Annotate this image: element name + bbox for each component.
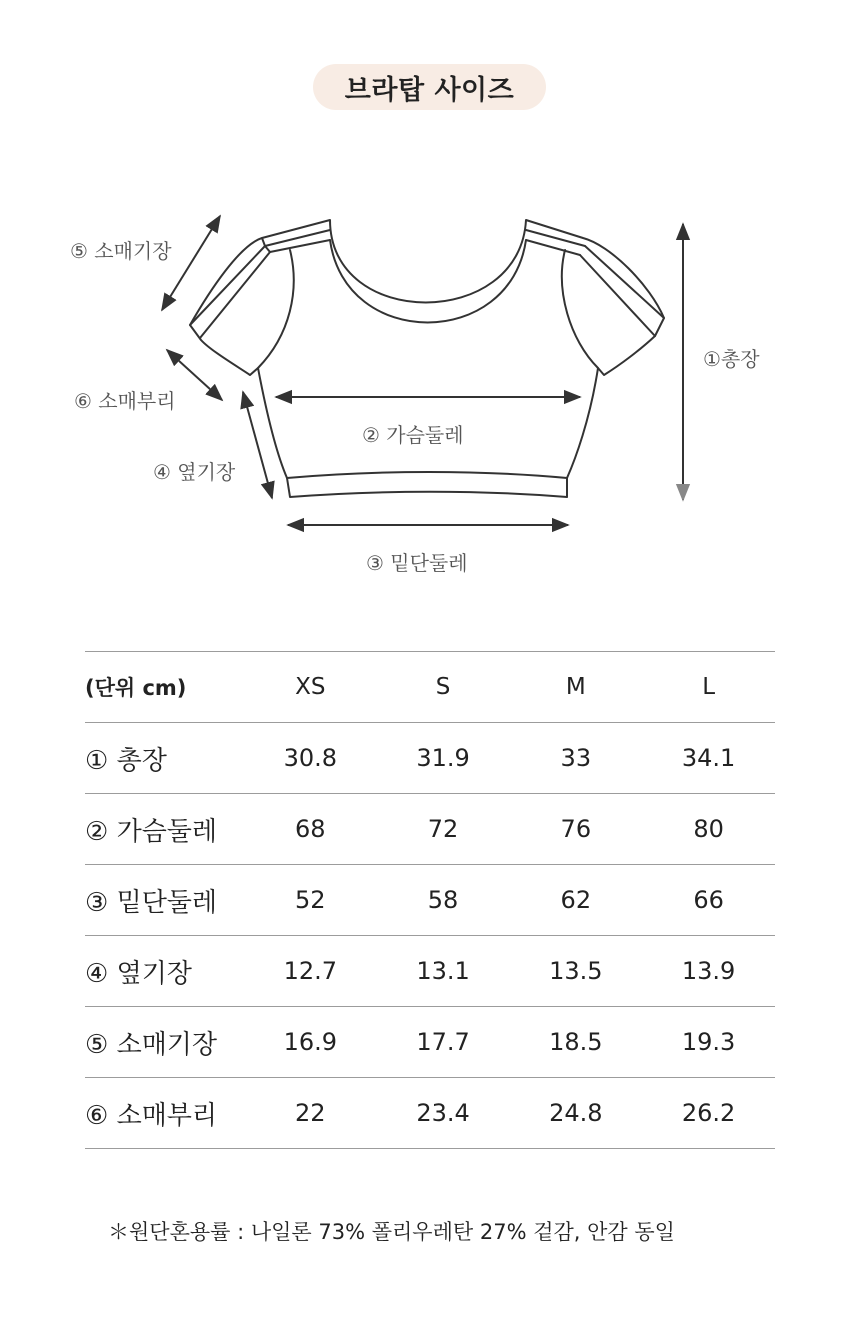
row-label: ④ 옆기장 xyxy=(85,936,244,1007)
table-cell: 17.7 xyxy=(377,1007,510,1078)
label-chest: ② 가슴둘레 xyxy=(362,423,464,447)
table-row xyxy=(85,936,775,1007)
row-label: ① 총장 xyxy=(85,723,244,794)
size-header-s: S xyxy=(377,652,510,723)
table-cell: 72 xyxy=(377,794,510,865)
table-cell: 33 xyxy=(509,723,642,794)
fabric-composition-note: ＊원단혼용률 : 나일론 73% 폴리우레탄 27% 겉감, 안감 동일 xyxy=(108,1220,675,1244)
table-row xyxy=(85,1007,775,1078)
table-cell: 16.9 xyxy=(244,1007,377,1078)
table-cell: 19.3 xyxy=(642,1007,775,1078)
table-cell: 66 xyxy=(642,865,775,936)
table-cell: 80 xyxy=(642,794,775,865)
garment-diagram xyxy=(0,0,860,620)
table-row xyxy=(85,723,775,794)
table-cell: 12.7 xyxy=(244,936,377,1007)
table-cell: 68 xyxy=(244,794,377,865)
table-cell: 23.4 xyxy=(377,1078,510,1149)
size-header-l: L xyxy=(642,652,775,723)
label-side-length: ④ 옆기장 xyxy=(153,460,236,484)
table-cell: 24.8 xyxy=(509,1078,642,1149)
table-row xyxy=(85,865,775,936)
row-label: ⑥ 소매부리 xyxy=(85,1078,244,1149)
table-header-row xyxy=(85,652,775,723)
row-label: ② 가슴둘레 xyxy=(85,794,244,865)
table-cell: 62 xyxy=(509,865,642,936)
table-row xyxy=(85,794,775,865)
arrow-side-length xyxy=(243,392,272,498)
table-cell: 26.2 xyxy=(642,1078,775,1149)
label-sleeve-length: ⑤ 소매기장 xyxy=(70,239,172,263)
label-hem: ③ 밑단둘레 xyxy=(366,551,468,575)
table-cell: 13.1 xyxy=(377,936,510,1007)
label-total-length: ①총장 xyxy=(703,347,760,371)
table-cell: 18.5 xyxy=(509,1007,642,1078)
table-cell: 52 xyxy=(244,865,377,936)
label-sleeve-opening: ⑥ 소매부리 xyxy=(74,389,176,413)
table-cell: 34.1 xyxy=(642,723,775,794)
size-table xyxy=(85,651,775,1149)
row-label: ⑤ 소매기장 xyxy=(85,1007,244,1078)
table-cell: 30.8 xyxy=(244,723,377,794)
table-row xyxy=(85,1078,775,1149)
row-label: ③ 밑단둘레 xyxy=(85,865,244,936)
table-cell: 31.9 xyxy=(377,723,510,794)
size-header-xs: XS xyxy=(244,652,377,723)
table-cell: 22 xyxy=(244,1078,377,1149)
table-cell: 13.5 xyxy=(509,936,642,1007)
table-cell: 58 xyxy=(377,865,510,936)
table-cell: 13.9 xyxy=(642,936,775,1007)
table-cell: 76 xyxy=(509,794,642,865)
unit-header: (단위 cm) xyxy=(85,652,244,723)
page-title: 브라탑 사이즈 xyxy=(313,64,546,110)
measurement-arrows xyxy=(162,216,683,525)
size-header-m: M xyxy=(509,652,642,723)
